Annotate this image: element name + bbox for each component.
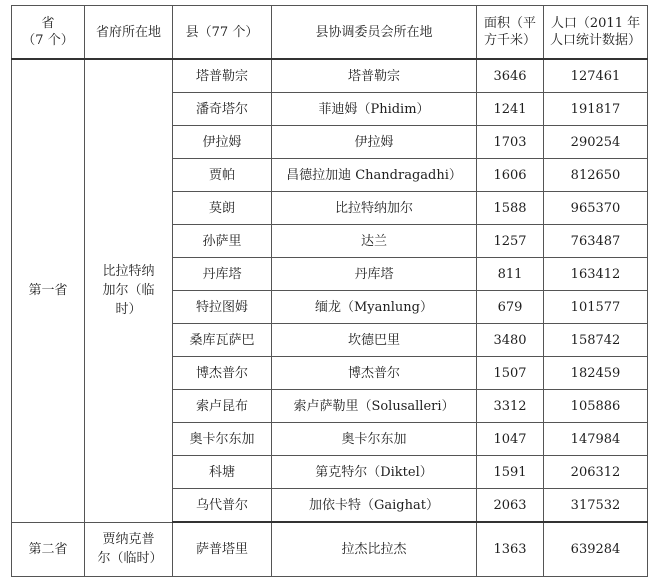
population-cell: 812650 [544,159,648,192]
area-cell: 1588 [477,192,544,225]
header-population-line1: 人口（2011 年 [550,16,641,31]
committee-cell: 塔普勒宗 [272,59,477,93]
header-row [12,6,648,60]
committee-cell: 博杰普尔 [272,357,477,390]
population-cell: 182459 [544,357,648,390]
population-cell: 763487 [544,225,648,258]
county-cell: 孙萨里 [173,225,272,258]
capital-text: 贾纳克普尔（临时） [97,532,163,567]
area-cell: 3312 [477,390,544,423]
area-cell: 1606 [477,159,544,192]
committee-cell: 昌德拉加迪 Chandragadhi） [272,159,477,192]
area-cell: 3646 [477,59,544,93]
area-cell: 811 [477,258,544,291]
population-cell: 127461 [544,59,648,93]
header-population [544,6,648,60]
population-cell: 191817 [544,93,648,126]
county-cell: 伊拉姆 [173,126,272,159]
capital-cell [85,522,173,577]
population-cell: 158742 [544,324,648,357]
committee-cell: 伊拉姆 [272,126,477,159]
county-cell: 索卢昆布 [173,390,272,423]
header-province [12,6,85,60]
area-cell: 679 [477,291,544,324]
population-cell: 163412 [544,258,648,291]
county-cell: 莫朗 [173,192,272,225]
capital-cell [85,59,173,522]
table-row [12,522,648,577]
area-cell: 1363 [477,522,544,577]
county-cell: 科塘 [173,456,272,489]
committee-cell: 比拉特纳加尔 [272,192,477,225]
county-cell: 博杰普尔 [173,357,272,390]
area-cell: 1257 [477,225,544,258]
county-cell: 萨普塔里 [173,522,272,577]
population-cell: 290254 [544,126,648,159]
table-row [12,59,648,93]
header-area-line1: 面积（平 [483,16,536,31]
population-cell: 965370 [544,192,648,225]
province-county-table [11,5,648,577]
county-cell: 潘奇塔尔 [173,93,272,126]
area-cell: 1507 [477,357,544,390]
header-area-line2: 方千米） [483,33,536,48]
header-capital: 省府所在地 [85,6,173,60]
county-cell: 桑库瓦萨巴 [173,324,272,357]
county-cell: 贾帕 [173,159,272,192]
county-cell: 奥卡尔东加 [173,423,272,456]
header-county: 县（77 个） [173,6,272,60]
county-cell: 乌代普尔 [173,489,272,523]
header-province-line2: （7 个） [22,33,74,48]
table-body [12,59,648,577]
committee-cell: 索卢萨勒里（Solusalleri） [272,390,477,423]
area-cell: 1241 [477,93,544,126]
committee-cell: 加依卡特（Gaighat） [272,489,477,523]
committee-cell: 达兰 [272,225,477,258]
header-population-line2: 人口统计数据） [549,33,641,48]
committee-cell: 坎德巴里 [272,324,477,357]
capital-text: 比拉特纳加尔（临时） [102,264,155,318]
population-cell: 317532 [544,489,648,523]
population-cell: 101577 [544,291,648,324]
committee-cell: 缅龙（Myanlung） [272,291,477,324]
committee-cell: 奥卡尔东加 [272,423,477,456]
county-cell: 丹库塔 [173,258,272,291]
area-cell: 3480 [477,324,544,357]
county-cell: 特拉图姆 [173,291,272,324]
province-cell: 第二省 [12,522,85,577]
area-cell: 1703 [477,126,544,159]
header-committee: 县协调委员会所在地 [272,6,477,60]
committee-cell: 菲迪姆（Phidim） [272,93,477,126]
committee-cell: 拉杰比拉杰 [272,522,477,577]
header-province-line1: 省 [41,16,55,31]
area-cell: 1591 [477,456,544,489]
county-cell: 塔普勒宗 [173,59,272,93]
population-cell: 639284 [544,522,648,577]
area-cell: 2063 [477,489,544,523]
area-cell: 1047 [477,423,544,456]
population-cell: 206312 [544,456,648,489]
header-area [477,6,544,60]
province-cell: 第一省 [12,59,85,522]
population-cell: 147984 [544,423,648,456]
population-cell: 105886 [544,390,648,423]
committee-cell: 第克特尔（Diktel） [272,456,477,489]
committee-cell: 丹库塔 [272,258,477,291]
